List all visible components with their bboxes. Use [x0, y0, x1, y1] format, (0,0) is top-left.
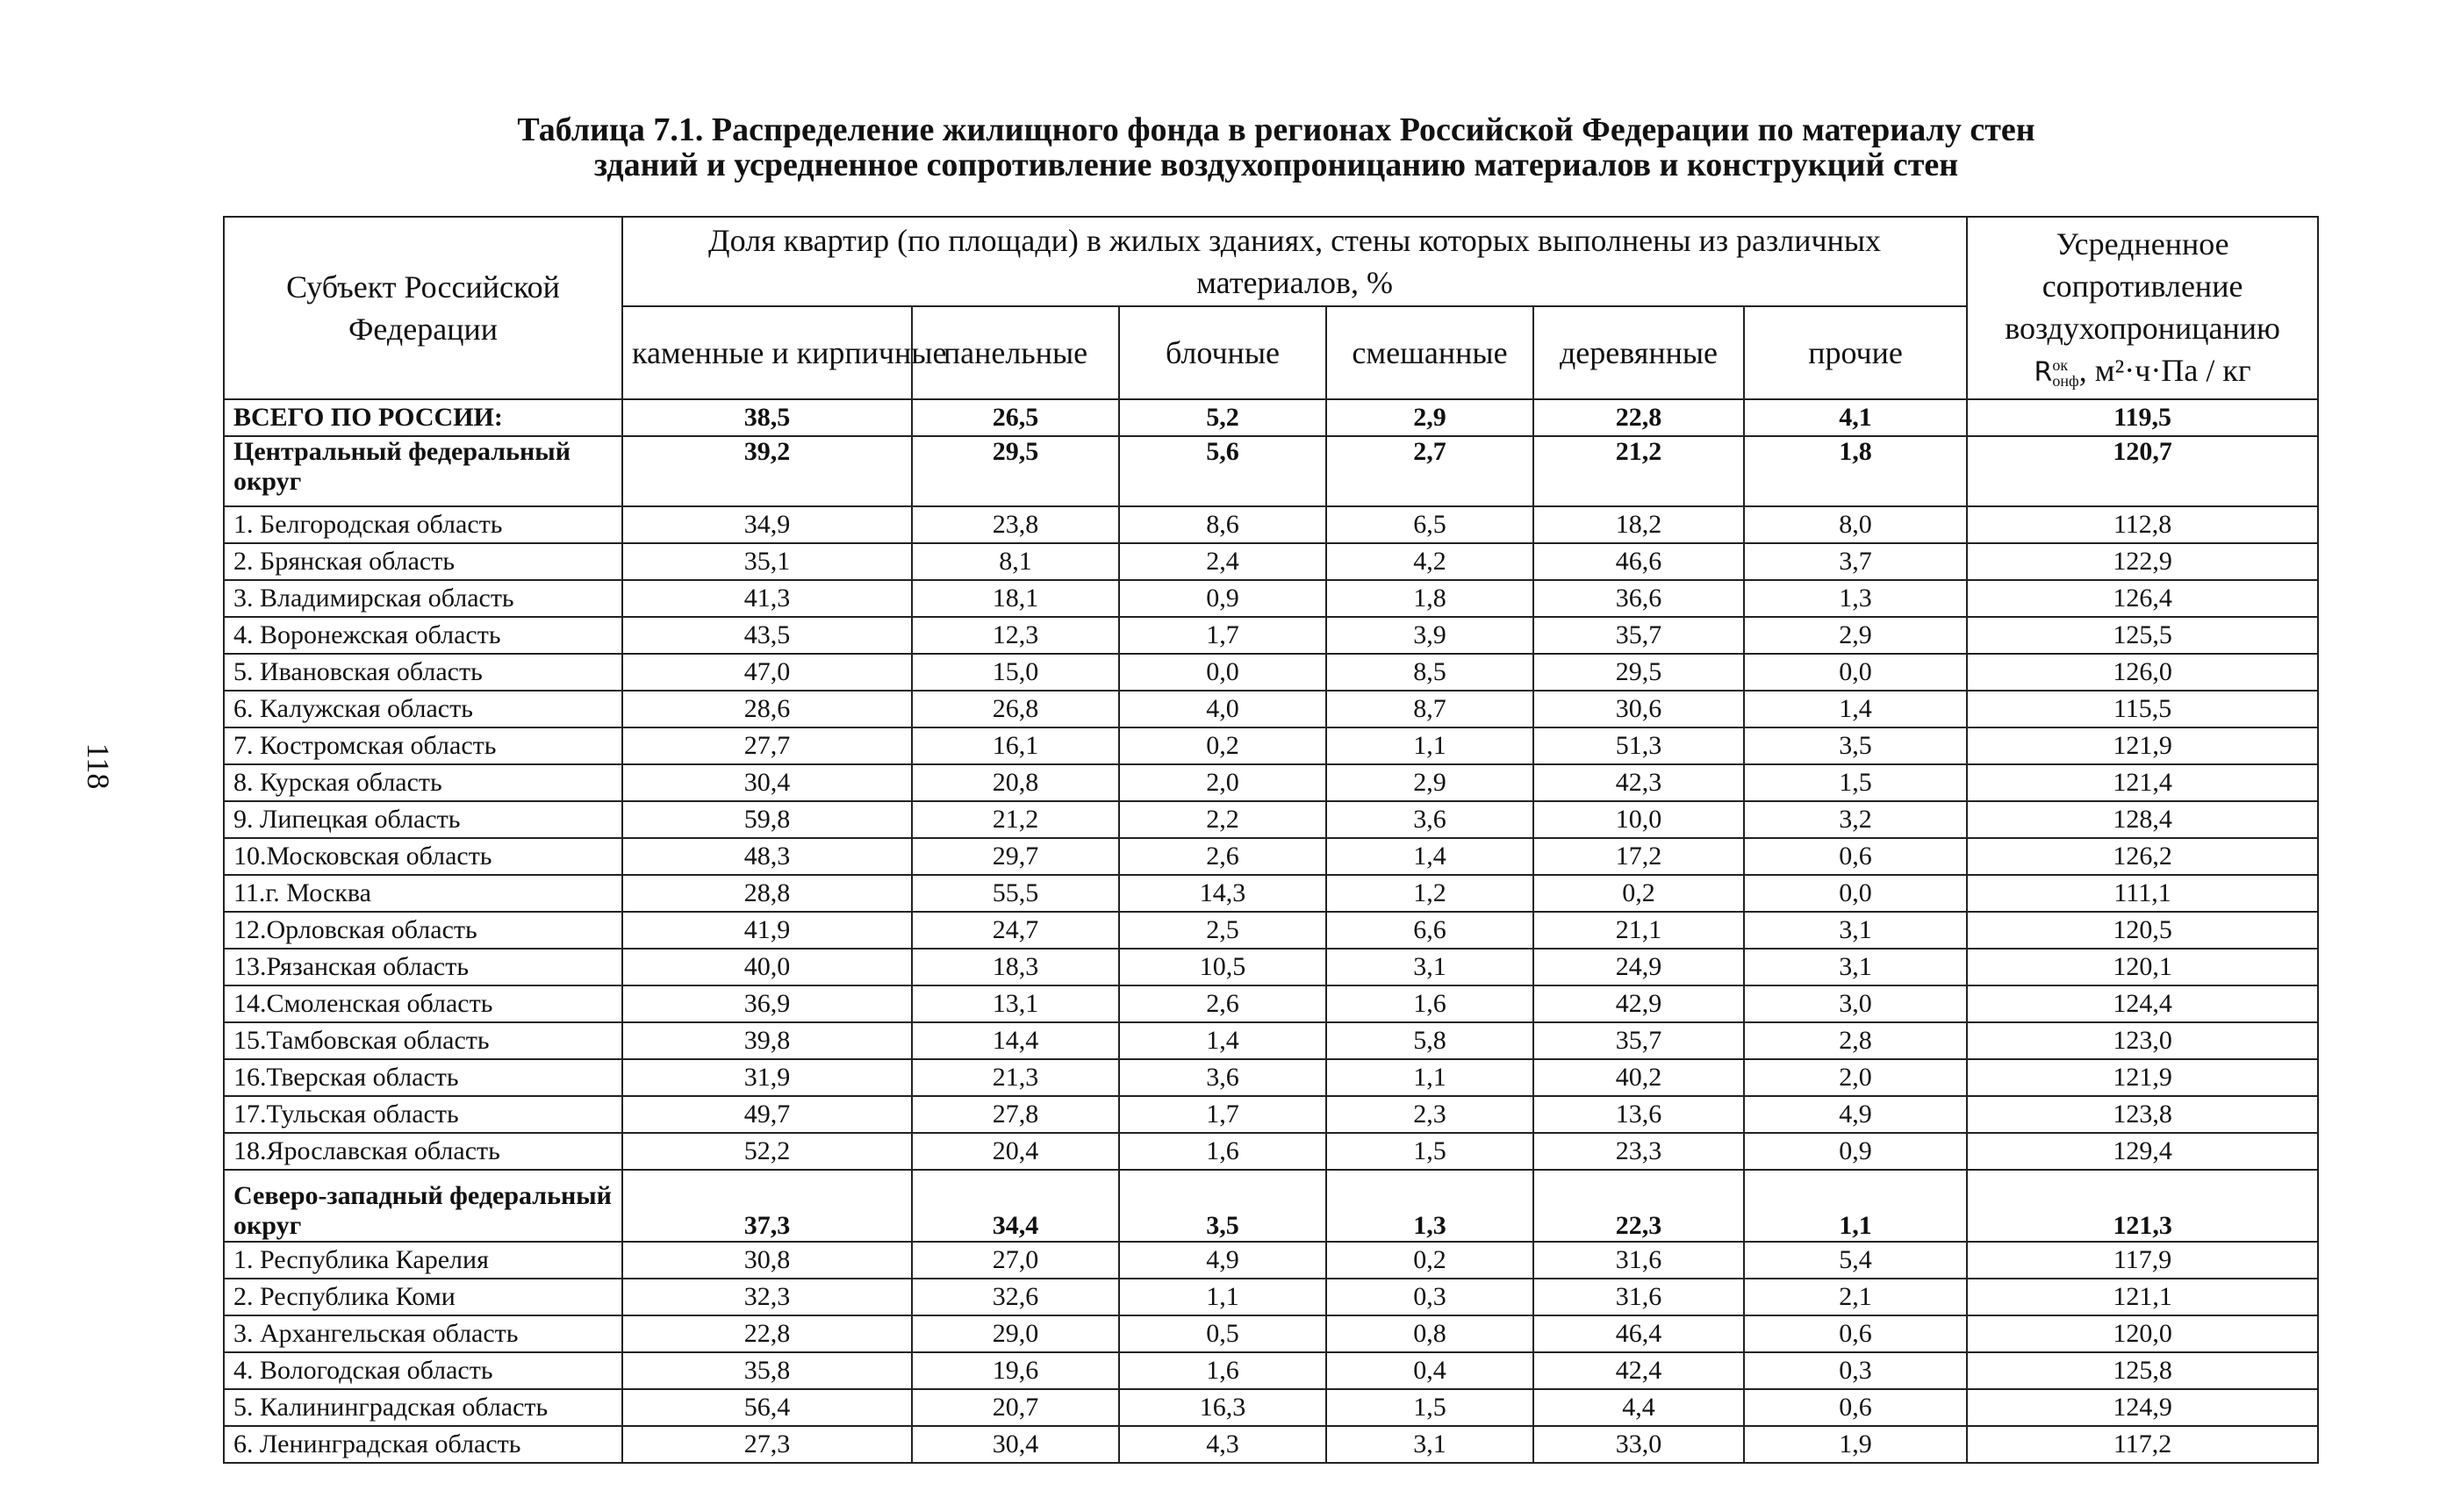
- cell-region-name: 9. Липецкая область: [224, 801, 622, 838]
- cell-block: 3,5: [1119, 1170, 1326, 1242]
- cell-panel: 8,1: [912, 543, 1119, 580]
- cell-stone-brick: 28,6: [622, 691, 912, 727]
- cell-region-name: 5. Калининградская область: [224, 1389, 622, 1426]
- cell-region-name: Северо-западный федеральный округ: [224, 1170, 622, 1242]
- cell-panel: 21,3: [912, 1059, 1119, 1096]
- cell-stone-brick: 41,9: [622, 912, 912, 949]
- page-number: 118: [81, 742, 116, 790]
- cell-air-resistance: 124,4: [1967, 985, 2318, 1022]
- cell-stone-brick: 39,2: [622, 436, 912, 506]
- cell-region-name: 11.г. Москва: [224, 875, 622, 912]
- cell-mixed: 3,1: [1326, 1426, 1533, 1463]
- cell-block: 1,6: [1119, 1352, 1326, 1389]
- cell-air-resistance: 129,4: [1967, 1133, 2318, 1170]
- cell-mixed: 1,1: [1326, 1059, 1533, 1096]
- cell-mixed: 2,9: [1326, 764, 1533, 801]
- cell-stone-brick: 56,4: [622, 1389, 912, 1426]
- cell-block: 5,2: [1119, 399, 1326, 436]
- cell-stone-brick: 52,2: [622, 1133, 912, 1170]
- cell-block: 16,3: [1119, 1389, 1326, 1426]
- cell-stone-brick: 43,5: [622, 617, 912, 654]
- cell-panel: 29,7: [912, 838, 1119, 875]
- table-row: [224, 1315, 2318, 1352]
- cell-air-resistance: 126,0: [1967, 654, 2318, 691]
- cell-mixed: 3,6: [1326, 801, 1533, 838]
- cell-region-name: 3. Архангельская область: [224, 1315, 622, 1352]
- cell-stone-brick: 22,8: [622, 1315, 912, 1352]
- header-mixed: смешанные: [1326, 306, 1533, 399]
- cell-other: 3,1: [1744, 912, 1967, 949]
- cell-stone-brick: 41,3: [622, 580, 912, 617]
- cell-air-resistance: 121,9: [1967, 1059, 2318, 1096]
- cell-air-resistance: 128,4: [1967, 801, 2318, 838]
- header-stone-brick: каменные и кирпичные: [622, 306, 912, 399]
- cell-block: 2,2: [1119, 801, 1326, 838]
- cell-panel: 29,0: [912, 1315, 1119, 1352]
- cell-panel: 18,3: [912, 949, 1119, 985]
- cell-region-name: 2. Республика Коми: [224, 1279, 622, 1315]
- table-row: [224, 1242, 2318, 1279]
- cell-wooden: 31,6: [1533, 1279, 1744, 1315]
- header-resistance-formula: [1977, 349, 2308, 394]
- cell-other: 1,8: [1744, 436, 1967, 506]
- table-row: [224, 875, 2318, 912]
- header-panel: панельные: [912, 306, 1119, 399]
- cell-stone-brick: 59,8: [622, 801, 912, 838]
- cell-panel: 20,7: [912, 1389, 1119, 1426]
- cell-wooden: 29,5: [1533, 654, 1744, 691]
- header-resistance-line-2: сопротивление: [2042, 268, 2243, 304]
- cell-region-name: 4. Вологодская область: [224, 1352, 622, 1389]
- cell-air-resistance: 123,8: [1967, 1096, 2318, 1133]
- resistance-superscript: ок: [2052, 356, 2069, 375]
- cell-air-resistance: 117,2: [1967, 1426, 2318, 1463]
- cell-region-name: 14.Смоленская область: [224, 985, 622, 1022]
- cell-wooden: 46,6: [1533, 543, 1744, 580]
- cell-panel: 16,1: [912, 727, 1119, 764]
- cell-mixed: 1,5: [1326, 1389, 1533, 1426]
- cell-panel: 23,8: [912, 506, 1119, 543]
- cell-other: 2,8: [1744, 1022, 1967, 1059]
- cell-other: 0,6: [1744, 838, 1967, 875]
- cell-mixed: 3,1: [1326, 949, 1533, 985]
- header-block: блочные: [1119, 306, 1326, 399]
- cell-other: 8,0: [1744, 506, 1967, 543]
- cell-wooden: 30,6: [1533, 691, 1744, 727]
- cell-wooden: 4,4: [1533, 1389, 1744, 1426]
- cell-panel: 20,4: [912, 1133, 1119, 1170]
- cell-panel: 21,2: [912, 801, 1119, 838]
- table-row: [224, 838, 2318, 875]
- cell-panel: 27,8: [912, 1096, 1119, 1133]
- cell-mixed: 6,6: [1326, 912, 1533, 949]
- cell-stone-brick: 47,0: [622, 654, 912, 691]
- cell-mixed: 0,4: [1326, 1352, 1533, 1389]
- cell-air-resistance: 122,9: [1967, 543, 2318, 580]
- cell-air-resistance: 121,4: [1967, 764, 2318, 801]
- table-row: [224, 1133, 2318, 1170]
- cell-mixed: 0,2: [1326, 1242, 1533, 1279]
- cell-stone-brick: 36,9: [622, 985, 912, 1022]
- cell-panel: 19,6: [912, 1352, 1119, 1389]
- cell-air-resistance: 120,7: [1967, 436, 2318, 506]
- cell-block: 2,6: [1119, 985, 1326, 1022]
- cell-mixed: 1,8: [1326, 580, 1533, 617]
- cell-other: 0,3: [1744, 1352, 1967, 1389]
- cell-region-name: 18.Ярославская область: [224, 1133, 622, 1170]
- cell-block: 0,2: [1119, 727, 1326, 764]
- cell-block: 1,4: [1119, 1022, 1326, 1059]
- cell-wooden: 24,9: [1533, 949, 1744, 985]
- cell-block: 10,5: [1119, 949, 1326, 985]
- cell-air-resistance: 120,0: [1967, 1315, 2318, 1352]
- cell-block: 2,0: [1119, 764, 1326, 801]
- cell-air-resistance: 115,5: [1967, 691, 2318, 727]
- cell-air-resistance: 120,5: [1967, 912, 2318, 949]
- cell-other: 0,6: [1744, 1315, 1967, 1352]
- cell-wooden: 42,9: [1533, 985, 1744, 1022]
- cell-block: 0,5: [1119, 1315, 1326, 1352]
- cell-stone-brick: 49,7: [622, 1096, 912, 1133]
- cell-region-name: 1. Белгородская область: [224, 506, 622, 543]
- table-title-line-1: Таблица 7.1. Распределение жилищного фонда в регионах Российской Федерации по материалу стен: [517, 111, 2035, 148]
- header-subject: Субъект Российской Федерации: [224, 217, 622, 399]
- resistance-subscript: онф: [2052, 372, 2079, 391]
- cell-panel: 34,4: [912, 1170, 1119, 1242]
- table-title: [0, 112, 2447, 183]
- cell-block: 4,3: [1119, 1426, 1326, 1463]
- cell-mixed: 1,6: [1326, 985, 1533, 1022]
- cell-stone-brick: 48,3: [622, 838, 912, 875]
- housing-stock-table: [223, 216, 2319, 1464]
- header-wooden: деревянные: [1533, 306, 1744, 399]
- cell-mixed: 8,7: [1326, 691, 1533, 727]
- cell-other: 1,9: [1744, 1426, 1967, 1463]
- cell-block: 2,4: [1119, 543, 1326, 580]
- cell-mixed: 1,2: [1326, 875, 1533, 912]
- cell-stone-brick: 30,8: [622, 1242, 912, 1279]
- header-air-resistance: [1967, 217, 2318, 399]
- cell-air-resistance: 119,5: [1967, 399, 2318, 436]
- cell-panel: 20,8: [912, 764, 1119, 801]
- header-resistance-line-1: Усредненное: [2056, 226, 2229, 262]
- cell-air-resistance: 121,9: [1967, 727, 2318, 764]
- cell-region-name: 15.Тамбовская область: [224, 1022, 622, 1059]
- cell-other: 2,9: [1744, 617, 1967, 654]
- cell-block: 14,3: [1119, 875, 1326, 912]
- header-material-share: Доля квартир (по площади) в жилых зданиях, стены которых выполнены из различных материалов, %: [622, 217, 1967, 306]
- cell-air-resistance: 125,5: [1967, 617, 2318, 654]
- cell-block: 1,6: [1119, 1133, 1326, 1170]
- cell-other: 2,1: [1744, 1279, 1967, 1315]
- cell-other: 3,5: [1744, 727, 1967, 764]
- cell-panel: 26,5: [912, 399, 1119, 436]
- table-row: [224, 801, 2318, 838]
- cell-region-name: 16.Тверская область: [224, 1059, 622, 1096]
- cell-stone-brick: 39,8: [622, 1022, 912, 1059]
- cell-mixed: 4,2: [1326, 543, 1533, 580]
- table-row: [224, 580, 2318, 617]
- cell-block: 1,1: [1119, 1279, 1326, 1315]
- cell-region-name: 8. Курская область: [224, 764, 622, 801]
- cell-region-name: 7. Костромская область: [224, 727, 622, 764]
- cell-region-name: 10.Московская область: [224, 838, 622, 875]
- cell-block: 4,9: [1119, 1242, 1326, 1279]
- table-row: [224, 1426, 2318, 1463]
- cell-air-resistance: 123,0: [1967, 1022, 2318, 1059]
- resistance-symbol: R: [2034, 356, 2053, 388]
- cell-panel: 32,6: [912, 1279, 1119, 1315]
- cell-wooden: 36,6: [1533, 580, 1744, 617]
- cell-other: 1,4: [1744, 691, 1967, 727]
- table-row: [224, 1279, 2318, 1315]
- cell-region-name: 6. Ленинградская область: [224, 1426, 622, 1463]
- cell-wooden: 0,2: [1533, 875, 1744, 912]
- cell-region-name: 1. Республика Карелия: [224, 1242, 622, 1279]
- cell-mixed: 2,9: [1326, 399, 1533, 436]
- cell-block: 2,5: [1119, 912, 1326, 949]
- cell-stone-brick: 30,4: [622, 764, 912, 801]
- cell-block: 3,6: [1119, 1059, 1326, 1096]
- cell-wooden: 21,2: [1533, 436, 1744, 506]
- cell-other: 4,1: [1744, 399, 1967, 436]
- cell-wooden: 17,2: [1533, 838, 1744, 875]
- cell-other: 2,0: [1744, 1059, 1967, 1096]
- cell-air-resistance: 124,9: [1967, 1389, 2318, 1426]
- cell-other: 0,6: [1744, 1389, 1967, 1426]
- cell-other: 1,1: [1744, 1170, 1967, 1242]
- cell-panel: 24,7: [912, 912, 1119, 949]
- cell-panel: 27,0: [912, 1242, 1119, 1279]
- cell-other: 0,0: [1744, 654, 1967, 691]
- header-resistance-line-3: воздухопроницанию: [2005, 310, 2280, 346]
- cell-wooden: 22,8: [1533, 399, 1744, 436]
- cell-mixed: 1,4: [1326, 838, 1533, 875]
- cell-stone-brick: 38,5: [622, 399, 912, 436]
- cell-air-resistance: 117,9: [1967, 1242, 2318, 1279]
- cell-region-name: 4. Воронежская область: [224, 617, 622, 654]
- cell-mixed: 0,3: [1326, 1279, 1533, 1315]
- cell-stone-brick: 31,9: [622, 1059, 912, 1096]
- cell-other: 0,9: [1744, 1133, 1967, 1170]
- cell-mixed: 6,5: [1326, 506, 1533, 543]
- table-row: [224, 985, 2318, 1022]
- cell-block: 1,7: [1119, 1096, 1326, 1133]
- cell-wooden: 22,3: [1533, 1170, 1744, 1242]
- cell-block: 0,0: [1119, 654, 1326, 691]
- cell-block: 4,0: [1119, 691, 1326, 727]
- table-row: [224, 764, 2318, 801]
- cell-wooden: 46,4: [1533, 1315, 1744, 1352]
- table-row: [224, 1096, 2318, 1133]
- cell-other: 5,4: [1744, 1242, 1967, 1279]
- cell-block: 5,6: [1119, 436, 1326, 506]
- cell-wooden: 42,3: [1533, 764, 1744, 801]
- cell-block: 2,6: [1119, 838, 1326, 875]
- cell-other: 0,0: [1744, 875, 1967, 912]
- cell-stone-brick: 35,1: [622, 543, 912, 580]
- cell-stone-brick: 37,3: [622, 1170, 912, 1242]
- cell-region-name: 2. Брянская область: [224, 543, 622, 580]
- table-row: [224, 436, 2318, 506]
- cell-wooden: 23,3: [1533, 1133, 1744, 1170]
- cell-mixed: 1,5: [1326, 1133, 1533, 1170]
- cell-panel: 15,0: [912, 654, 1119, 691]
- table-header: [224, 217, 2318, 399]
- cell-block: 0,9: [1119, 580, 1326, 617]
- cell-air-resistance: 120,1: [1967, 949, 2318, 985]
- cell-wooden: 18,2: [1533, 506, 1744, 543]
- cell-mixed: 2,3: [1326, 1096, 1533, 1133]
- cell-mixed: 5,8: [1326, 1022, 1533, 1059]
- cell-mixed: 0,8: [1326, 1315, 1533, 1352]
- cell-air-resistance: 121,1: [1967, 1279, 2318, 1315]
- cell-stone-brick: 40,0: [622, 949, 912, 985]
- cell-panel: 14,4: [912, 1022, 1119, 1059]
- cell-stone-brick: 32,3: [622, 1279, 912, 1315]
- cell-other: 3,1: [1744, 949, 1967, 985]
- cell-mixed: 1,3: [1326, 1170, 1533, 1242]
- cell-stone-brick: 35,8: [622, 1352, 912, 1389]
- cell-wooden: 21,1: [1533, 912, 1744, 949]
- cell-wooden: 33,0: [1533, 1426, 1744, 1463]
- cell-region-name: 5. Ивановская область: [224, 654, 622, 691]
- cell-region-name: 6. Калужская область: [224, 691, 622, 727]
- cell-stone-brick: 27,3: [622, 1426, 912, 1463]
- cell-block: 1,7: [1119, 617, 1326, 654]
- cell-air-resistance: 111,1: [1967, 875, 2318, 912]
- cell-region-name: 13.Рязанская область: [224, 949, 622, 985]
- cell-wooden: 13,6: [1533, 1096, 1744, 1133]
- cell-stone-brick: 27,7: [622, 727, 912, 764]
- cell-wooden: 31,6: [1533, 1242, 1744, 1279]
- cell-mixed: 3,9: [1326, 617, 1533, 654]
- cell-panel: 29,5: [912, 436, 1119, 506]
- cell-other: 1,5: [1744, 764, 1967, 801]
- cell-air-resistance: 121,3: [1967, 1170, 2318, 1242]
- cell-panel: 12,3: [912, 617, 1119, 654]
- table-row: [224, 1389, 2318, 1426]
- cell-air-resistance: 126,4: [1967, 580, 2318, 617]
- cell-other: 4,9: [1744, 1096, 1967, 1133]
- table-row: [224, 1059, 2318, 1096]
- table-row: [224, 543, 2318, 580]
- cell-air-resistance: 112,8: [1967, 506, 2318, 543]
- cell-other: 1,3: [1744, 580, 1967, 617]
- cell-panel: 26,8: [912, 691, 1119, 727]
- table-row: [224, 1352, 2318, 1389]
- table-row: [224, 691, 2318, 727]
- cell-other: 3,7: [1744, 543, 1967, 580]
- header-other: прочие: [1744, 306, 1967, 399]
- cell-other: 3,2: [1744, 801, 1967, 838]
- cell-wooden: 35,7: [1533, 1022, 1744, 1059]
- table-row: [224, 1170, 2318, 1242]
- cell-block: 8,6: [1119, 506, 1326, 543]
- cell-panel: 18,1: [912, 580, 1119, 617]
- cell-mixed: 1,1: [1326, 727, 1533, 764]
- table-row: [224, 1022, 2318, 1059]
- table-row: [224, 617, 2318, 654]
- cell-wooden: 51,3: [1533, 727, 1744, 764]
- cell-region-name: ВСЕГО ПО РОССИИ:: [224, 399, 622, 436]
- cell-air-resistance: 126,2: [1967, 838, 2318, 875]
- cell-panel: 13,1: [912, 985, 1119, 1022]
- cell-other: 3,0: [1744, 985, 1967, 1022]
- cell-wooden: 40,2: [1533, 1059, 1744, 1096]
- table-title-line-2: зданий и усредненное сопротивление воздухопроницанию материалов и конструкций стен: [593, 147, 1959, 183]
- cell-wooden: 42,4: [1533, 1352, 1744, 1389]
- cell-wooden: 10,0: [1533, 801, 1744, 838]
- table-row: [224, 949, 2318, 985]
- table-row: [224, 912, 2318, 949]
- table-row: [224, 654, 2318, 691]
- cell-air-resistance: 125,8: [1967, 1352, 2318, 1389]
- cell-region-name: 12.Орловская область: [224, 912, 622, 949]
- cell-stone-brick: 28,8: [622, 875, 912, 912]
- cell-region-name: 3. Владимирская область: [224, 580, 622, 617]
- resistance-units: , м²·ч·Па / кг: [2078, 352, 2251, 388]
- table-row: [224, 727, 2318, 764]
- cell-stone-brick: 34,9: [622, 506, 912, 543]
- cell-wooden: 35,7: [1533, 617, 1744, 654]
- cell-region-name: Центральный федеральный округ: [224, 436, 622, 506]
- table-body: [224, 399, 2318, 1463]
- cell-panel: 30,4: [912, 1426, 1119, 1463]
- table-row: [224, 399, 2318, 436]
- cell-region-name: 17.Тульская область: [224, 1096, 622, 1133]
- table-row: [224, 506, 2318, 543]
- cell-mixed: 8,5: [1326, 654, 1533, 691]
- cell-mixed: 2,7: [1326, 436, 1533, 506]
- cell-panel: 55,5: [912, 875, 1119, 912]
